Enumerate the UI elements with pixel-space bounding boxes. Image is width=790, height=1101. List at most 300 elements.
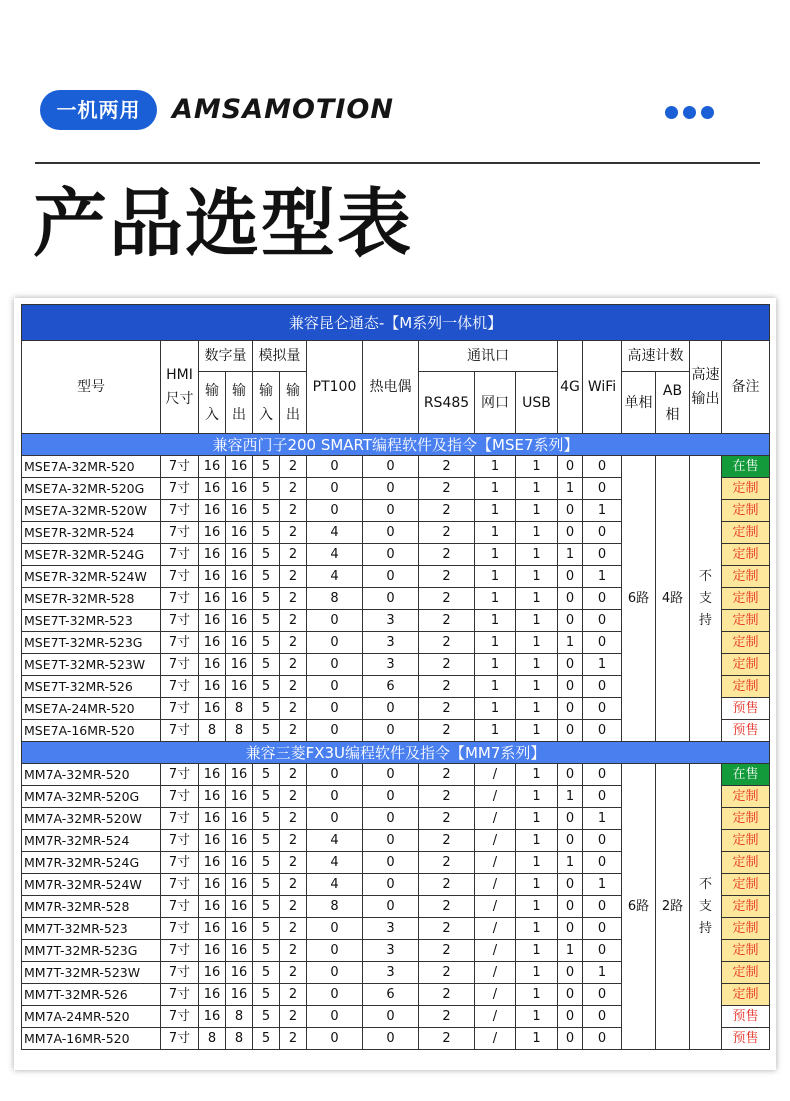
ethernet-cell: 1 xyxy=(475,456,516,478)
wifi-cell: 0 xyxy=(583,1028,622,1050)
4g-cell: 0 xyxy=(558,764,583,786)
usb-cell: 1 xyxy=(516,1028,558,1050)
pt100-cell: 0 xyxy=(307,676,363,698)
thermocouple-cell: 0 xyxy=(363,764,419,786)
analog-in-cell: 5 xyxy=(253,566,280,588)
col-analog-out: 输出 xyxy=(280,372,307,434)
digital-in-cell: 8 xyxy=(199,1028,226,1050)
pt100-cell: 0 xyxy=(307,918,363,940)
usb-cell: 1 xyxy=(516,874,558,896)
model-cell: MSE7R-32MR-524 xyxy=(22,522,161,544)
digital-out-cell: 16 xyxy=(226,522,253,544)
pt100-cell: 4 xyxy=(307,522,363,544)
rs485-cell: 2 xyxy=(419,544,475,566)
digital-in-cell: 16 xyxy=(199,676,226,698)
hmi-cell: 7寸 xyxy=(161,566,199,588)
analog-in-cell: 5 xyxy=(253,654,280,676)
4g-cell: 1 xyxy=(558,544,583,566)
table-title: 兼容昆仑通态-【M系列一体机】 xyxy=(22,305,770,341)
status-badge: 定制 xyxy=(722,830,770,852)
high-speed-output xyxy=(690,764,722,1050)
thermocouple-cell: 0 xyxy=(363,566,419,588)
digital-out-cell: 16 xyxy=(226,764,253,786)
pt100-cell: 0 xyxy=(307,940,363,962)
section-row xyxy=(22,434,770,456)
digital-in-cell: 8 xyxy=(199,720,226,742)
high-speed-output xyxy=(690,456,722,742)
thermocouple-cell: 0 xyxy=(363,852,419,874)
4g-cell: 0 xyxy=(558,654,583,676)
wifi-cell: 1 xyxy=(583,654,622,676)
col-single-phase: 单相 xyxy=(622,372,656,434)
digital-in-cell: 16 xyxy=(199,830,226,852)
thermocouple-cell: 0 xyxy=(363,544,419,566)
digital-in-cell: 16 xyxy=(199,456,226,478)
wifi-cell: 0 xyxy=(583,544,622,566)
hmi-cell: 7寸 xyxy=(161,896,199,918)
digital-out-cell: 16 xyxy=(226,852,253,874)
wifi-cell: 1 xyxy=(583,962,622,984)
section-title: 兼容西门子200 SMART编程软件及指令【MSE7系列】 xyxy=(22,434,770,456)
analog-out-cell: 2 xyxy=(280,478,307,500)
analog-in-cell: 5 xyxy=(253,456,280,478)
thermocouple-cell: 3 xyxy=(363,962,419,984)
rs485-cell: 2 xyxy=(419,852,475,874)
pt100-cell: 0 xyxy=(307,456,363,478)
usb-cell: 1 xyxy=(516,808,558,830)
thermocouple-cell: 0 xyxy=(363,522,419,544)
high-speed-output-text: 不支持 xyxy=(698,876,712,936)
4g-cell: 1 xyxy=(558,786,583,808)
ethernet-cell: / xyxy=(475,808,516,830)
analog-in-cell: 5 xyxy=(253,962,280,984)
pt100-cell: 4 xyxy=(307,852,363,874)
analog-in-cell: 5 xyxy=(253,1006,280,1028)
model-cell: MSE7T-32MR-523W xyxy=(22,654,161,676)
4g-cell: 0 xyxy=(558,808,583,830)
analog-out-cell: 2 xyxy=(280,720,307,742)
analog-in-cell: 5 xyxy=(253,632,280,654)
analog-in-cell: 5 xyxy=(253,1028,280,1050)
4g-cell: 0 xyxy=(558,522,583,544)
status-badge: 定制 xyxy=(722,588,770,610)
status-badge: 预售 xyxy=(722,1006,770,1028)
model-cell: MSE7R-32MR-524G xyxy=(22,544,161,566)
thermocouple-cell: 6 xyxy=(363,676,419,698)
model-cell: MSE7T-32MR-526 xyxy=(22,676,161,698)
pt100-cell: 4 xyxy=(307,544,363,566)
ethernet-cell: 1 xyxy=(475,632,516,654)
digital-out-cell: 8 xyxy=(226,720,253,742)
rs485-cell: 2 xyxy=(419,610,475,632)
wifi-cell: 0 xyxy=(583,786,622,808)
thermocouple-cell: 0 xyxy=(363,830,419,852)
wifi-cell: 0 xyxy=(583,940,622,962)
analog-in-cell: 5 xyxy=(253,852,280,874)
thermocouple-cell: 0 xyxy=(363,896,419,918)
wifi-cell: 0 xyxy=(583,456,622,478)
dot-icon xyxy=(683,106,696,119)
model-cell: MSE7R-32MR-528 xyxy=(22,588,161,610)
status-badge: 定制 xyxy=(722,478,770,500)
model-cell: MSE7A-32MR-520G xyxy=(22,478,161,500)
hmi-cell: 7寸 xyxy=(161,808,199,830)
4g-cell: 0 xyxy=(558,1028,583,1050)
analog-out-cell: 2 xyxy=(280,1028,307,1050)
status-badge: 定制 xyxy=(722,852,770,874)
hmi-cell: 7寸 xyxy=(161,500,199,522)
digital-out-cell: 16 xyxy=(226,500,253,522)
page-header xyxy=(0,0,790,267)
analog-out-cell: 2 xyxy=(280,698,307,720)
analog-out-cell: 2 xyxy=(280,544,307,566)
col-pt100: PT100 xyxy=(307,341,363,434)
hmi-cell: 7寸 xyxy=(161,918,199,940)
model-cell: MSE7A-16MR-520 xyxy=(22,720,161,742)
usb-cell: 1 xyxy=(516,654,558,676)
analog-out-cell: 2 xyxy=(280,588,307,610)
usb-cell: 1 xyxy=(516,566,558,588)
usb-cell: 1 xyxy=(516,456,558,478)
col-rs485: RS485 xyxy=(419,372,475,434)
rs485-cell: 2 xyxy=(419,522,475,544)
status-badge: 定制 xyxy=(722,610,770,632)
ethernet-cell: / xyxy=(475,984,516,1006)
4g-cell: 0 xyxy=(558,720,583,742)
analog-out-cell: 2 xyxy=(280,830,307,852)
ethernet-cell: / xyxy=(475,940,516,962)
model-cell: MM7R-32MR-524 xyxy=(22,830,161,852)
digital-out-cell: 16 xyxy=(226,456,253,478)
ethernet-cell: 1 xyxy=(475,522,516,544)
ethernet-cell: 1 xyxy=(475,654,516,676)
digital-out-cell: 16 xyxy=(226,676,253,698)
ethernet-cell: 1 xyxy=(475,720,516,742)
model-cell: MM7A-32MR-520 xyxy=(22,764,161,786)
hmi-cell: 7寸 xyxy=(161,610,199,632)
ab-phase-count: 2路 xyxy=(656,764,690,1050)
usb-cell: 1 xyxy=(516,984,558,1006)
status-badge: 定制 xyxy=(722,676,770,698)
analog-in-cell: 5 xyxy=(253,874,280,896)
usb-cell: 1 xyxy=(516,830,558,852)
thermocouple-cell: 0 xyxy=(363,786,419,808)
model-cell: MSE7T-32MR-523 xyxy=(22,610,161,632)
wifi-cell: 0 xyxy=(583,610,622,632)
digital-out-cell: 8 xyxy=(226,1006,253,1028)
digital-out-cell: 16 xyxy=(226,610,253,632)
analog-in-cell: 5 xyxy=(253,830,280,852)
thermocouple-cell: 0 xyxy=(363,874,419,896)
digital-out-cell: 8 xyxy=(226,1028,253,1050)
rs485-cell: 2 xyxy=(419,808,475,830)
analog-in-cell: 5 xyxy=(253,610,280,632)
table-row xyxy=(22,764,770,786)
digital-out-cell: 16 xyxy=(226,566,253,588)
wifi-cell: 0 xyxy=(583,764,622,786)
rs485-cell: 2 xyxy=(419,478,475,500)
digital-out-cell: 16 xyxy=(226,984,253,1006)
4g-cell: 1 xyxy=(558,940,583,962)
4g-cell: 0 xyxy=(558,566,583,588)
analog-in-cell: 5 xyxy=(253,918,280,940)
usb-cell: 1 xyxy=(516,588,558,610)
model-cell: MM7T-32MR-523W xyxy=(22,962,161,984)
hmi-cell: 7寸 xyxy=(161,698,199,720)
digital-out-cell: 16 xyxy=(226,962,253,984)
pt100-cell: 8 xyxy=(307,588,363,610)
status-badge: 定制 xyxy=(722,940,770,962)
digital-in-cell: 16 xyxy=(199,698,226,720)
digital-in-cell: 16 xyxy=(199,852,226,874)
thermocouple-cell: 0 xyxy=(363,808,419,830)
digital-out-cell: 16 xyxy=(226,940,253,962)
pt100-cell: 0 xyxy=(307,984,363,1006)
wifi-cell: 0 xyxy=(583,830,622,852)
digital-in-cell: 16 xyxy=(199,610,226,632)
status-badge: 定制 xyxy=(722,918,770,940)
ethernet-cell: 1 xyxy=(475,610,516,632)
status-badge: 预售 xyxy=(722,720,770,742)
4g-cell: 1 xyxy=(558,478,583,500)
hmi-cell: 7寸 xyxy=(161,676,199,698)
digital-in-cell: 16 xyxy=(199,500,226,522)
analog-in-cell: 5 xyxy=(253,808,280,830)
4g-cell: 0 xyxy=(558,500,583,522)
usb-cell: 1 xyxy=(516,852,558,874)
analog-in-cell: 5 xyxy=(253,786,280,808)
digital-in-cell: 16 xyxy=(199,654,226,676)
rs485-cell: 2 xyxy=(419,918,475,940)
model-cell: MSE7T-32MR-523G xyxy=(22,632,161,654)
digital-out-cell: 16 xyxy=(226,478,253,500)
digital-out-cell: 16 xyxy=(226,786,253,808)
4g-cell: 0 xyxy=(558,874,583,896)
pt100-cell: 0 xyxy=(307,786,363,808)
pt100-cell: 0 xyxy=(307,764,363,786)
ethernet-cell: / xyxy=(475,896,516,918)
rs485-cell: 2 xyxy=(419,940,475,962)
wifi-cell: 0 xyxy=(583,852,622,874)
model-cell: MSE7A-32MR-520W xyxy=(22,500,161,522)
rs485-cell: 2 xyxy=(419,1006,475,1028)
single-phase-count: 6路 xyxy=(622,456,656,742)
pt100-cell: 0 xyxy=(307,610,363,632)
col-hmi: HMI尺寸 xyxy=(161,341,199,434)
wifi-cell: 1 xyxy=(583,874,622,896)
ethernet-cell: 1 xyxy=(475,544,516,566)
usb-cell: 1 xyxy=(516,962,558,984)
digital-in-cell: 16 xyxy=(199,588,226,610)
status-badge: 预售 xyxy=(722,698,770,720)
digital-in-cell: 16 xyxy=(199,918,226,940)
4g-cell: 0 xyxy=(558,698,583,720)
hmi-cell: 7寸 xyxy=(161,478,199,500)
hmi-cell: 7寸 xyxy=(161,984,199,1006)
more-dots-icon xyxy=(665,106,714,120)
digital-in-cell: 16 xyxy=(199,478,226,500)
ethernet-cell: / xyxy=(475,1028,516,1050)
4g-cell: 0 xyxy=(558,984,583,1006)
status-badge: 预售 xyxy=(722,1028,770,1050)
ethernet-cell: / xyxy=(475,786,516,808)
digital-in-cell: 16 xyxy=(199,940,226,962)
analog-out-cell: 2 xyxy=(280,500,307,522)
wifi-cell: 0 xyxy=(583,632,622,654)
digital-out-cell: 8 xyxy=(226,698,253,720)
analog-in-cell: 5 xyxy=(253,896,280,918)
digital-out-cell: 16 xyxy=(226,874,253,896)
pt100-cell: 4 xyxy=(307,566,363,588)
wifi-cell: 1 xyxy=(583,500,622,522)
wifi-cell: 0 xyxy=(583,478,622,500)
hmi-cell: 7寸 xyxy=(161,720,199,742)
rs485-cell: 2 xyxy=(419,874,475,896)
thermocouple-cell: 3 xyxy=(363,632,419,654)
digital-in-cell: 16 xyxy=(199,632,226,654)
ab-phase-count: 4路 xyxy=(656,456,690,742)
hmi-cell: 7寸 xyxy=(161,830,199,852)
ethernet-cell: / xyxy=(475,1006,516,1028)
4g-cell: 0 xyxy=(558,962,583,984)
section-row xyxy=(22,742,770,764)
analog-out-cell: 2 xyxy=(280,456,307,478)
brand-logo: AMSAMOTION xyxy=(172,94,394,125)
pt100-cell: 0 xyxy=(307,962,363,984)
rs485-cell: 2 xyxy=(419,984,475,1006)
digital-out-cell: 16 xyxy=(226,632,253,654)
digital-in-cell: 16 xyxy=(199,984,226,1006)
hmi-cell: 7寸 xyxy=(161,874,199,896)
ethernet-cell: / xyxy=(475,764,516,786)
rs485-cell: 2 xyxy=(419,720,475,742)
digital-in-cell: 16 xyxy=(199,786,226,808)
model-cell: MSE7A-32MR-520 xyxy=(22,456,161,478)
rs485-cell: 2 xyxy=(419,500,475,522)
usb-cell: 1 xyxy=(516,918,558,940)
rs485-cell: 2 xyxy=(419,588,475,610)
analog-out-cell: 2 xyxy=(280,874,307,896)
thermocouple-cell: 0 xyxy=(363,720,419,742)
hmi-cell: 7寸 xyxy=(161,786,199,808)
status-badge: 在售 xyxy=(722,456,770,478)
rs485-cell: 2 xyxy=(419,698,475,720)
analog-in-cell: 5 xyxy=(253,676,280,698)
digital-out-cell: 16 xyxy=(226,654,253,676)
ethernet-cell: / xyxy=(475,962,516,984)
usb-cell: 1 xyxy=(516,522,558,544)
status-badge: 定制 xyxy=(722,566,770,588)
col-ethernet: 网口 xyxy=(475,372,516,434)
status-badge: 定制 xyxy=(722,500,770,522)
thermocouple-cell: 0 xyxy=(363,478,419,500)
digital-in-cell: 16 xyxy=(199,874,226,896)
analog-out-cell: 2 xyxy=(280,566,307,588)
thermocouple-cell: 0 xyxy=(363,500,419,522)
thermocouple-cell: 0 xyxy=(363,1028,419,1050)
digital-out-cell: 16 xyxy=(226,918,253,940)
digital-out-cell: 16 xyxy=(226,588,253,610)
status-badge: 定制 xyxy=(722,962,770,984)
rs485-cell: 2 xyxy=(419,1028,475,1050)
pt100-cell: 4 xyxy=(307,830,363,852)
analog-in-cell: 5 xyxy=(253,478,280,500)
analog-out-cell: 2 xyxy=(280,610,307,632)
ethernet-cell: 1 xyxy=(475,566,516,588)
thermocouple-cell: 0 xyxy=(363,1006,419,1028)
hmi-cell: 7寸 xyxy=(161,940,199,962)
wifi-cell: 0 xyxy=(583,984,622,1006)
digital-in-cell: 16 xyxy=(199,808,226,830)
hmi-cell: 7寸 xyxy=(161,632,199,654)
pt100-cell: 0 xyxy=(307,698,363,720)
col-4g: 4G xyxy=(558,341,583,434)
pt100-cell: 0 xyxy=(307,1006,363,1028)
usb-cell: 1 xyxy=(516,500,558,522)
rs485-cell: 2 xyxy=(419,764,475,786)
model-cell: MM7R-32MR-524W xyxy=(22,874,161,896)
analog-in-cell: 5 xyxy=(253,764,280,786)
status-badge: 定制 xyxy=(722,984,770,1006)
analog-out-cell: 2 xyxy=(280,632,307,654)
rs485-cell: 2 xyxy=(419,632,475,654)
wifi-cell: 0 xyxy=(583,588,622,610)
hmi-cell: 7寸 xyxy=(161,852,199,874)
rs485-cell: 2 xyxy=(419,654,475,676)
ethernet-cell: 1 xyxy=(475,588,516,610)
usb-cell: 1 xyxy=(516,632,558,654)
4g-cell: 0 xyxy=(558,830,583,852)
col-hsc: 高速计数 xyxy=(622,341,690,372)
usb-cell: 1 xyxy=(516,764,558,786)
wifi-cell: 0 xyxy=(583,676,622,698)
rs485-cell: 2 xyxy=(419,786,475,808)
model-cell: MM7A-32MR-520W xyxy=(22,808,161,830)
col-digital-out: 输出 xyxy=(226,372,253,434)
col-remark: 备注 xyxy=(722,341,770,434)
selection-table-card xyxy=(14,298,776,1070)
dot-icon xyxy=(665,106,678,119)
pt100-cell: 8 xyxy=(307,896,363,918)
ethernet-cell: / xyxy=(475,830,516,852)
wifi-cell: 0 xyxy=(583,720,622,742)
col-analog-in: 输入 xyxy=(253,372,280,434)
thermocouple-cell: 3 xyxy=(363,918,419,940)
status-badge: 定制 xyxy=(722,874,770,896)
col-ab-phase: AB相 xyxy=(656,372,690,434)
col-thermocouple: 热电偶 xyxy=(363,341,419,434)
model-cell: MM7R-32MR-528 xyxy=(22,896,161,918)
thermocouple-cell: 6 xyxy=(363,984,419,1006)
pt100-cell: 0 xyxy=(307,478,363,500)
model-cell: MM7T-32MR-523 xyxy=(22,918,161,940)
wifi-cell: 0 xyxy=(583,918,622,940)
hmi-cell: 7寸 xyxy=(161,764,199,786)
col-model: 型号 xyxy=(22,341,161,434)
usb-cell: 1 xyxy=(516,1006,558,1028)
4g-cell: 0 xyxy=(558,588,583,610)
analog-out-cell: 2 xyxy=(280,786,307,808)
col-comm: 通讯口 xyxy=(419,341,558,372)
wifi-cell: 1 xyxy=(583,808,622,830)
analog-out-cell: 2 xyxy=(280,1006,307,1028)
analog-out-cell: 2 xyxy=(280,654,307,676)
4g-cell: 0 xyxy=(558,610,583,632)
analog-out-cell: 2 xyxy=(280,676,307,698)
4g-cell: 1 xyxy=(558,632,583,654)
col-usb: USB xyxy=(516,372,558,434)
high-speed-output-text: 不支持 xyxy=(698,568,712,628)
